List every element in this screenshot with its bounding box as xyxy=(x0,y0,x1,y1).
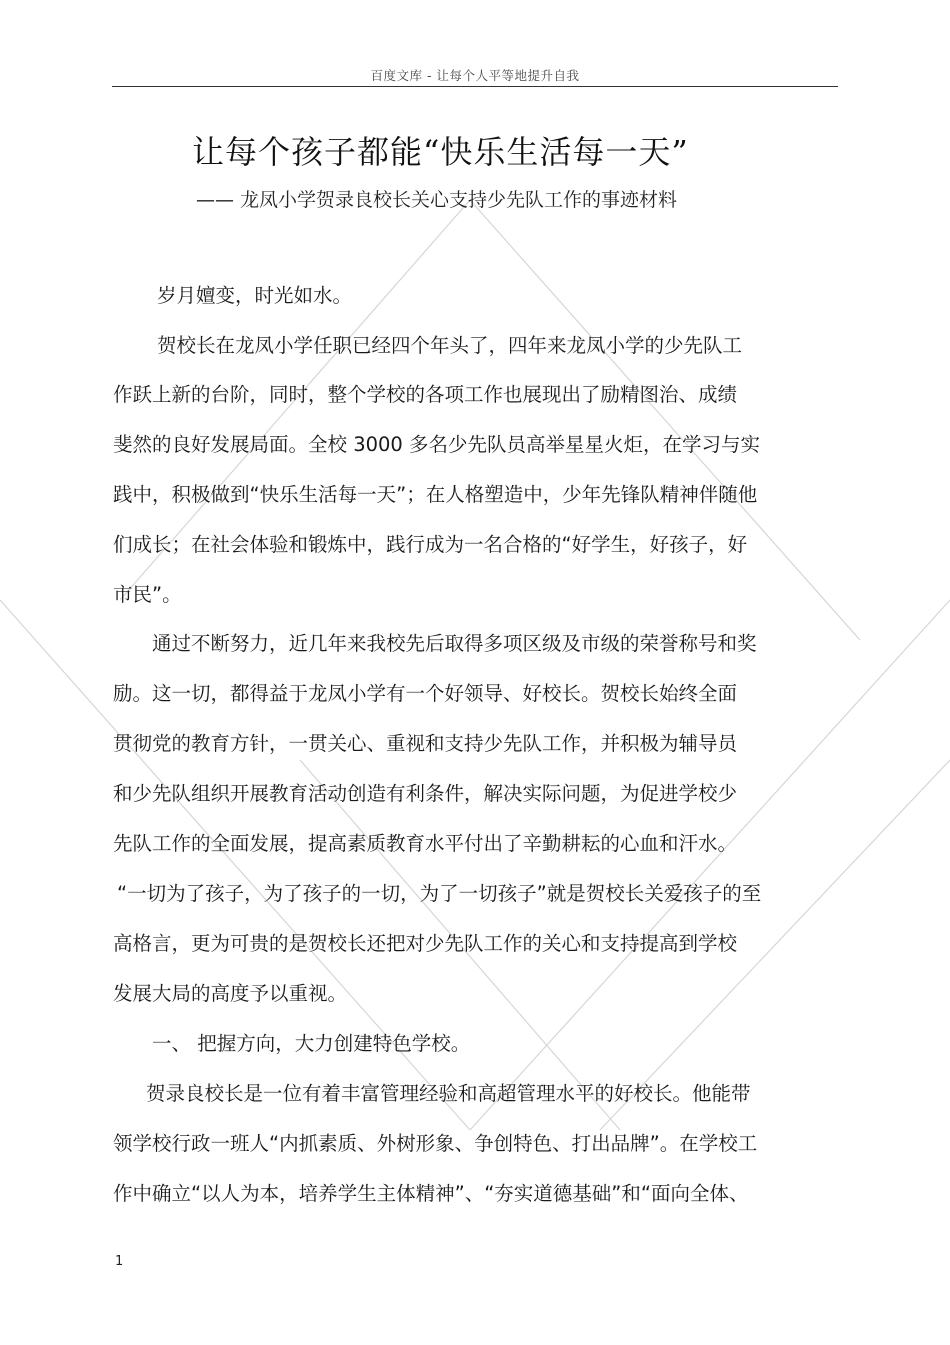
page-number: 1 xyxy=(115,1254,124,1269)
body-line: 发展大局的高度予以重视。 xyxy=(113,982,348,1005)
document-title: 让每个孩子都能“快乐生活每一天” xyxy=(192,133,689,171)
body-line: 作跃上新的台阶，同时，整个学校的各项工作也展现出了励精图治、成绩 xyxy=(113,383,738,406)
body-line: 贺录良校长是一位有着丰富管理经验和高超管理水平的好校长。他能带 xyxy=(146,1082,751,1105)
body-line: 作中确立“以人为本，培养学生主体精神”、“夯实道德基础”和“面向全体、 xyxy=(113,1182,749,1205)
body-line: 市民”。 xyxy=(113,583,182,606)
body-line: 贺校长在龙凤小学任职已经四个年头了，四年来龙凤小学的少先队工 xyxy=(157,334,743,357)
body-line: 贯彻党的教育方针，一贯关心、重视和支持少先队工作，并积极为辅导员 xyxy=(113,732,738,755)
body-line: 高格言，更为可贵的是贺校长还把对少先队工作的关心和支持提高到学校 xyxy=(113,932,738,955)
body-line: 领学校行政一班人“内抓素质、外树形象、争创特色、打出品牌”。在学校工 xyxy=(113,1132,758,1155)
body-line: 和少先队组织开展教育活动创造有利条件，解决实际问题，为促进学校少 xyxy=(113,782,738,805)
body-line: “一切为了孩子，为了孩子的一切，为了一切孩子”就是贺校长关爱孩子的至 xyxy=(117,882,762,905)
body-line: 践中，积极做到“快乐生活每一天”；在人格塑造中，少年先锋队精神伴随他 xyxy=(113,483,758,506)
body-line: 励。这一切，都得益于龙凤小学有一个好领导、好校长。贺校长始终全面 xyxy=(113,682,738,705)
body-line: 斐然的良好发展局面。全校 3000 多名少先队员高举星星火炬，在学习与实 xyxy=(113,433,761,456)
running-header: 百度文库 - 让每个人平等地提升自我 xyxy=(370,68,580,83)
document-subtitle: —— 龙凤小学贺录良校长关心支持少先队工作的事迹材料 xyxy=(196,189,678,211)
body-line: 先队工作的全面发展，提高素质教育水平付出了辛勤耕耘的心血和汗水。 xyxy=(113,832,738,855)
section-heading: 一、 把握方向，大力创建特色学校。 xyxy=(152,1032,471,1055)
body-line: 岁月嬗变，时光如水。 xyxy=(157,284,353,307)
body-line: 通过不断努力，近几年来我校先后取得多项区级及市级的荣誉称号和奖 xyxy=(152,632,757,655)
header-divider xyxy=(112,86,838,87)
body-line: 们成长；在社会体验和锻炼中，践行成为一名合格的“好学生，好孩子，好 xyxy=(113,533,748,556)
